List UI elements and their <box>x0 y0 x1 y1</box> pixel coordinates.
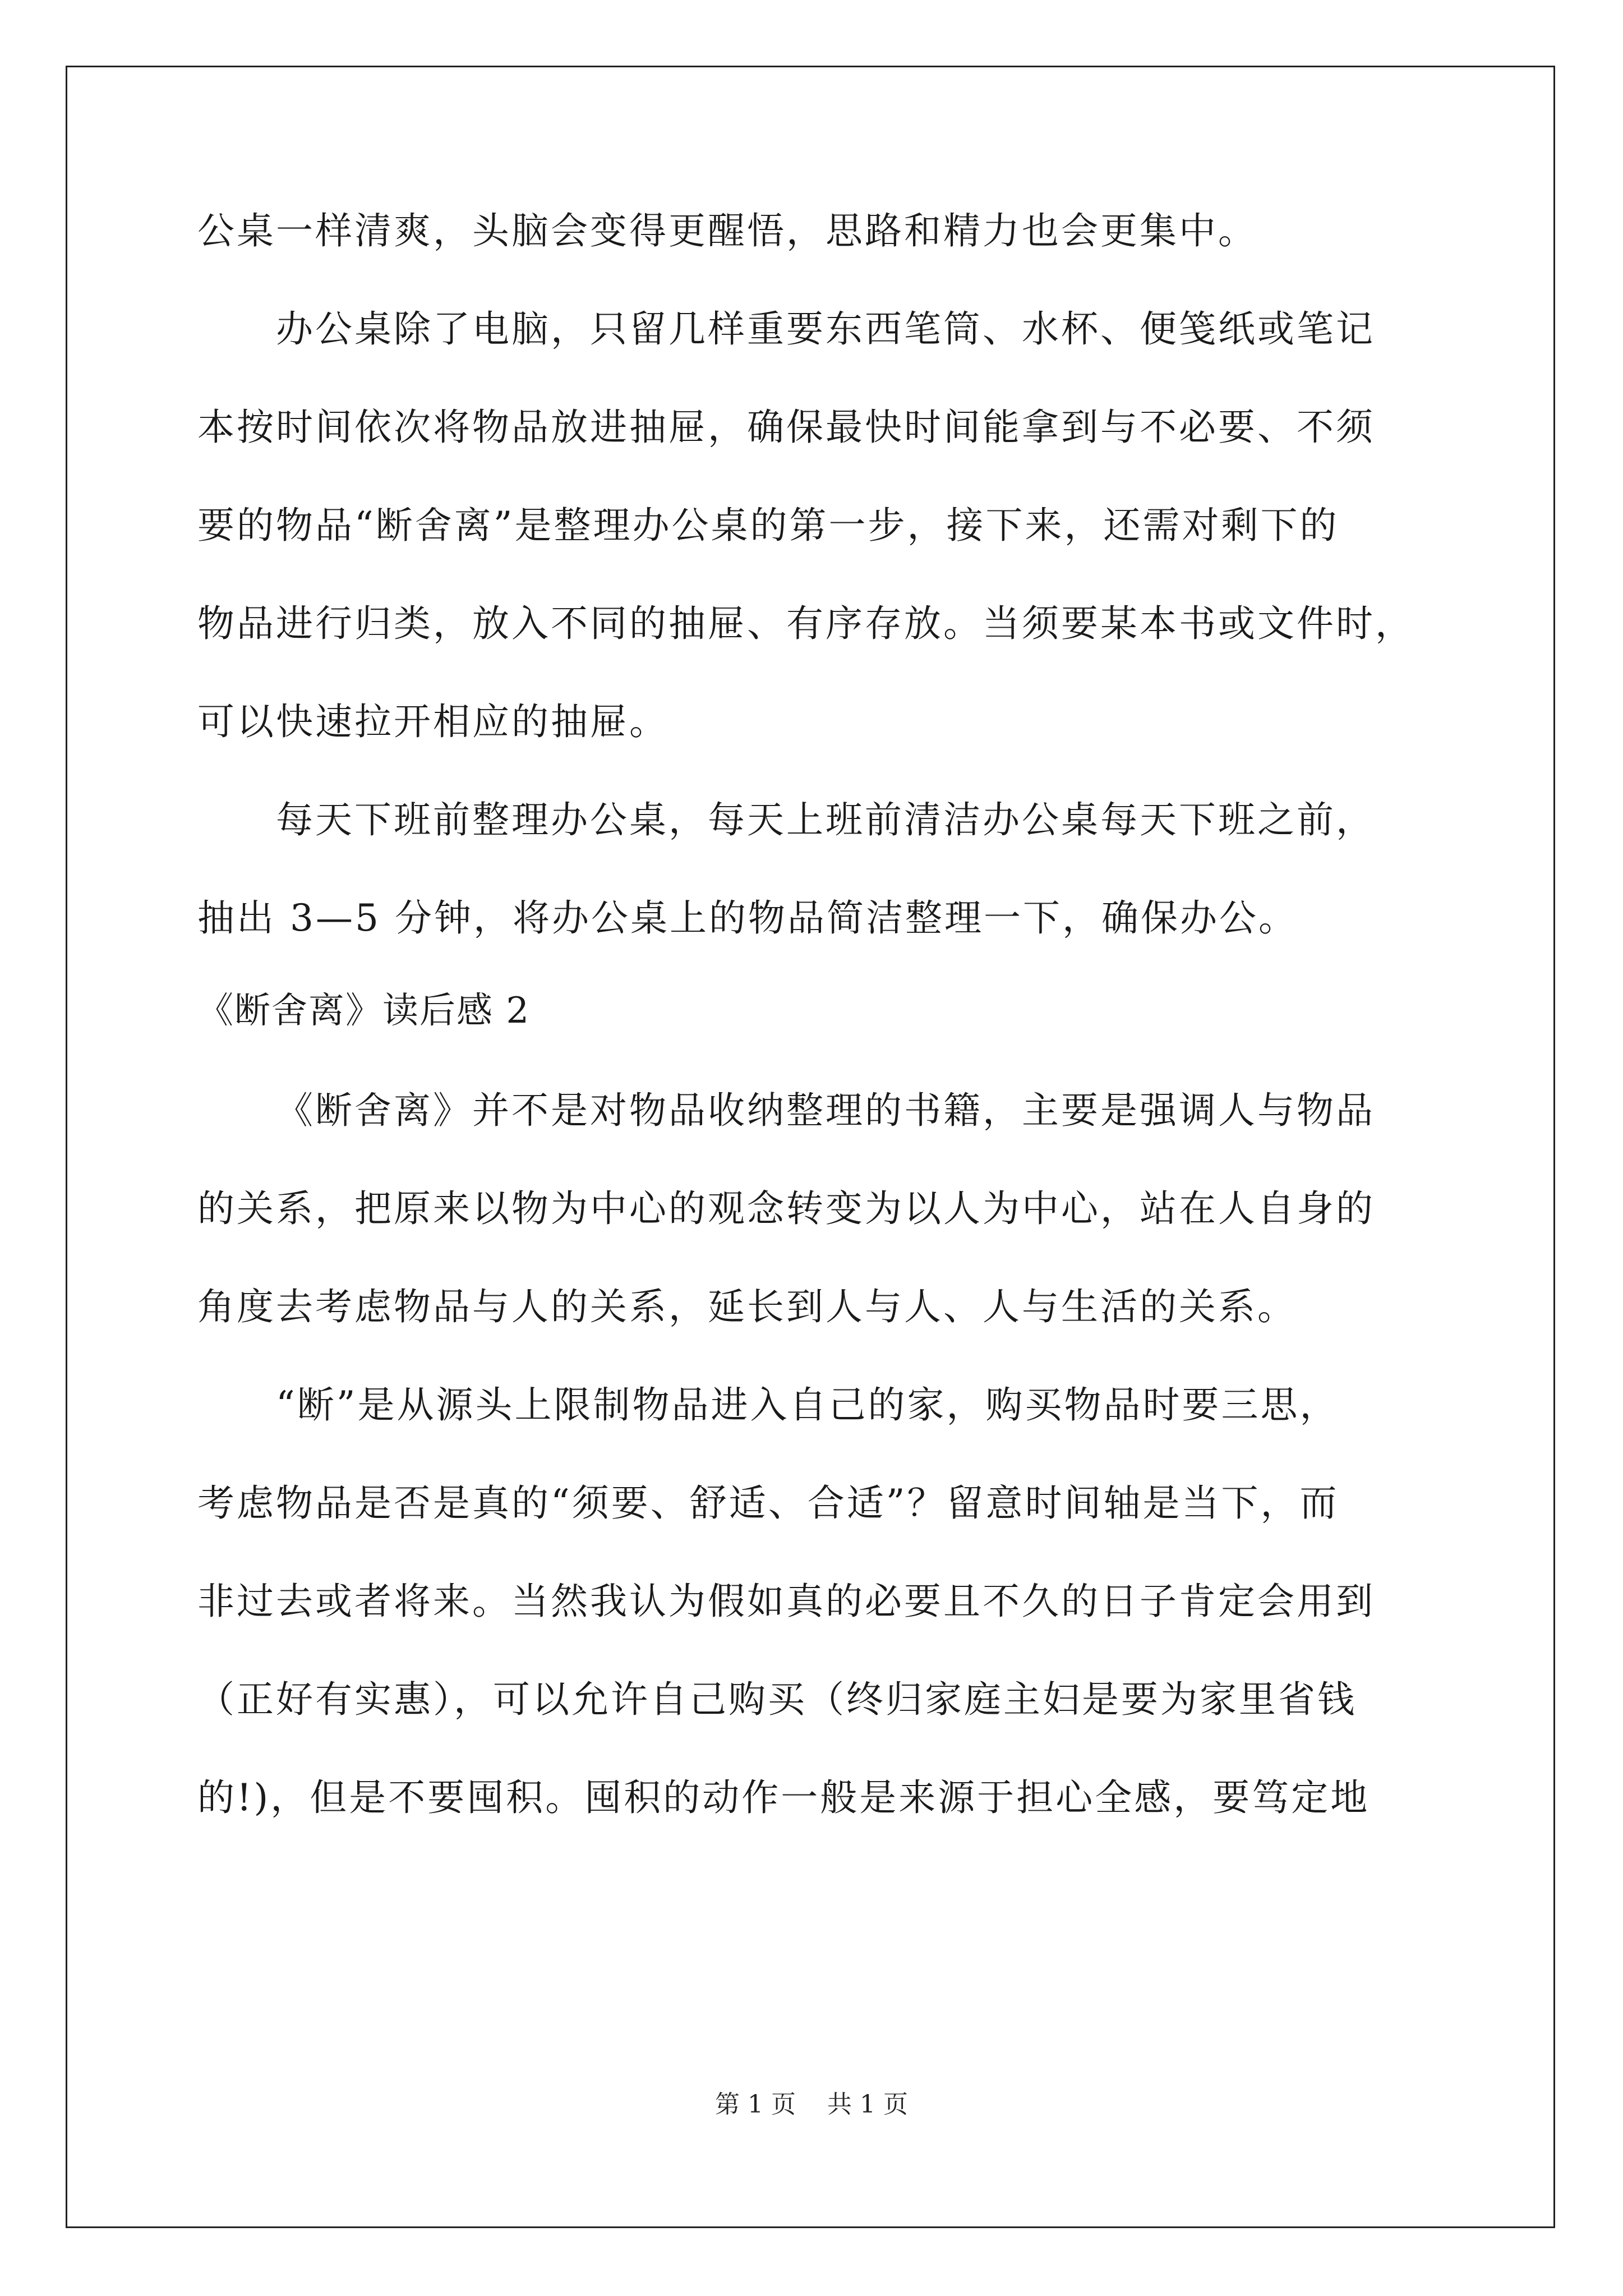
paragraph-line: 抽出 3—5 分钟，将办公桌上的物品简洁整理一下，确保办公。 <box>197 896 1298 940</box>
paragraph-line: 非过去或者将来。当然我认为假如真的必要且不久的日子肯定会用到 <box>197 1580 1375 1623</box>
page-border <box>66 66 1555 2228</box>
paragraph-line: “断”是从源头上限制物品进入自己的家，购买物品时要三思， <box>276 1383 1339 1427</box>
page-total: 共 1 页 <box>827 2090 908 2119</box>
paragraph-line: 《断舍离》并不是对物品收纳整理的书籍，主要是强调人与物品 <box>276 1089 1375 1132</box>
page-number: 第 1 页 <box>715 2090 796 2119</box>
paragraph-line: （正好有实惠），可以允许自己购买（终归家庭主妇是要为家里省钱 <box>197 1678 1357 1721</box>
paragraph-line: 办公桌除了电脑，只留几样重要东西笔筒、水杯、便笺纸或笔记 <box>276 307 1375 351</box>
paragraph-line: 要的物品“断舍离”是整理办公桌的第一步，接下来，还需对剩下的 <box>197 504 1339 547</box>
paragraph-line: 考虑物品是否是真的“须要、舒适、合适”？留意时间轴是当下，而 <box>197 1481 1339 1525</box>
page-footer <box>0 2088 1623 2122</box>
paragraph-line: 物品进行归类，放入不同的抽屉、有序存放。当须要某本书或文件时， <box>197 602 1414 645</box>
paragraph-line: 的关系，把原来以物为中心的观念转变为以人为中心，站在人自身的 <box>197 1187 1375 1230</box>
paragraph-line: 本按时间依次将物品放进抽屉，确保最快时间能拿到与不必要、不须 <box>197 406 1375 449</box>
paragraph-line: 角度去考虑物品与人的关系，延长到人与人、人与生活的关系。 <box>197 1285 1297 1328</box>
paragraph-line: 可以快速拉开相应的抽屉。 <box>197 700 668 743</box>
paragraph-line: 的!)，但是不要囤积。囤积的动作一般是来源于担心全感，要笃定地 <box>197 1776 1370 1819</box>
paragraph-line: 每天下班前整理办公桌，每天上班前清洁办公桌每天下班之前， <box>276 798 1375 841</box>
section-heading: 《断舍离》读后感 2 <box>197 990 531 1032</box>
paragraph-line: 公桌一样清爽，头脑会变得更醒悟，思路和精力也会更集中。 <box>197 209 1257 252</box>
